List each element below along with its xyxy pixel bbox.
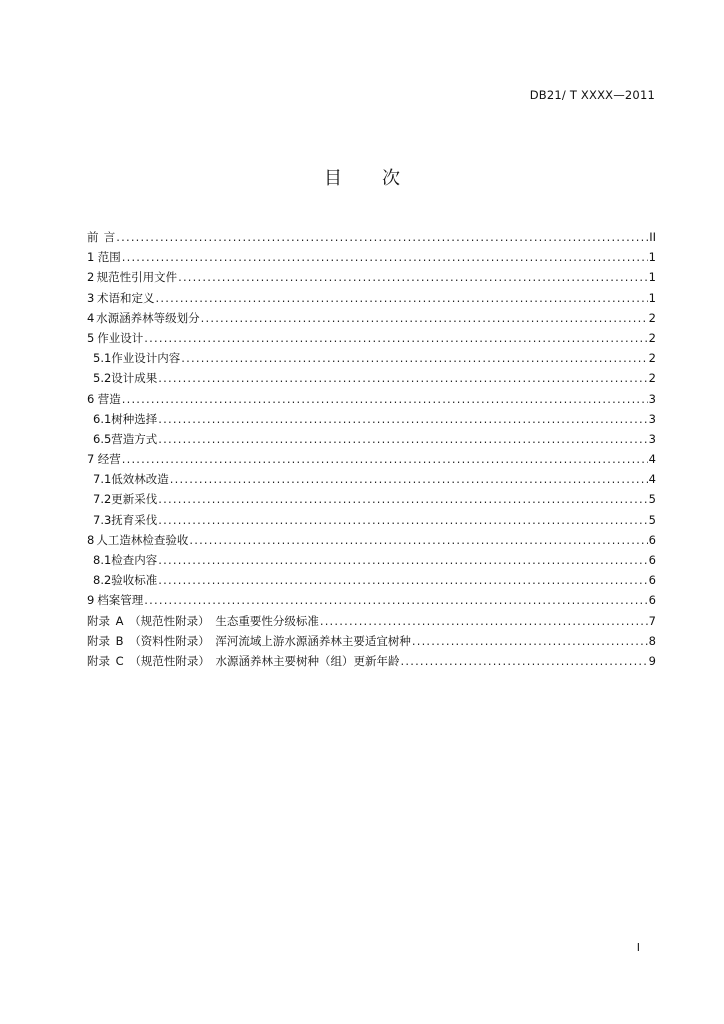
toc-entry-page: 4: [648, 472, 656, 487]
toc-entry-page: 5: [648, 492, 656, 507]
toc-entry[interactable]: [87, 290, 656, 310]
toc-leader-dots: [401, 654, 648, 668]
toc-entry-preface[interactable]: [87, 229, 656, 249]
toc-entry-label: 检查内容: [111, 553, 158, 567]
toc-entry-label: 录 B （资料性附录） 浑河流域上游水源涵养林主要适宜树种: [98, 633, 411, 648]
toc-appendix-entry[interactable]: [87, 653, 656, 673]
toc-entry-label: 作业设计: [97, 330, 144, 345]
toc-entry-number: 6.5: [93, 431, 112, 446]
toc-entry-number: 8.2: [93, 573, 112, 588]
toc-entry-page: 1: [648, 250, 656, 265]
toc-entry-label: 更新采伐: [111, 492, 158, 507]
toc-entry-page: 9: [648, 653, 656, 668]
toc-entry-label: 水源涵养林等级划分: [96, 310, 200, 325]
toc-entry-page: 3: [648, 391, 656, 406]
toc-entry-label: 术语和定义: [97, 290, 155, 305]
toc-entry[interactable]: [87, 330, 656, 350]
toc-entry-page: 3: [648, 411, 656, 426]
toc-leader-dots: [158, 432, 647, 446]
toc-entry-page: II: [649, 230, 656, 244]
toc-entry-number: 前: [87, 230, 99, 244]
toc-entry-number: 5.1: [93, 351, 112, 366]
toc-subentry[interactable]: [87, 431, 656, 451]
toc-entry-number: 4: [87, 310, 95, 325]
toc-leader-dots: [170, 472, 648, 486]
toc-leader-dots: [158, 412, 647, 426]
toc-subentry[interactable]: [87, 411, 656, 431]
toc-leader-dots: [181, 351, 647, 365]
toc-entry-number: 7.2: [93, 492, 112, 507]
toc-entry-label: 言: [103, 230, 116, 244]
toc-leader-dots: [158, 513, 647, 527]
toc-title: [0, 164, 724, 190]
toc-leader-dots: [158, 492, 647, 506]
toc-leader-dots: [116, 230, 648, 244]
toc-leader-dots: [320, 614, 648, 628]
toc-entry-number: 5: [87, 330, 95, 345]
toc-entry-number: 8: [87, 532, 95, 547]
toc-entry-label: 录 A （规范性附录） 生态重要性分级标准: [98, 613, 319, 628]
toc-entry-label: 档案管理: [97, 593, 144, 608]
toc-entry[interactable]: [87, 269, 656, 289]
toc-subentry[interactable]: [87, 370, 656, 390]
toc-entry-page: 7: [648, 613, 656, 628]
toc-entry-number: 附: [87, 613, 99, 628]
toc-entry[interactable]: [87, 592, 656, 612]
toc-leader-dots: [201, 311, 648, 325]
page-number: I: [636, 941, 640, 954]
toc-entry-number: 3: [87, 290, 95, 305]
toc-subentry[interactable]: [87, 471, 656, 491]
toc-entry-label: 经营: [97, 452, 121, 467]
toc-title-left: 目: [324, 168, 342, 189]
toc-entry-page: 6: [648, 532, 656, 547]
toc-leader-dots: [158, 371, 647, 385]
toc-subentry[interactable]: [87, 491, 656, 511]
toc-entry-label: 规范性引用文件: [96, 270, 178, 285]
toc-entry-page: 8: [648, 633, 656, 648]
toc-entry-number: 8.1: [93, 553, 112, 567]
toc-entry-number: 附: [87, 633, 99, 648]
toc-subentry[interactable]: [87, 552, 656, 572]
toc-entry[interactable]: [87, 532, 656, 552]
toc-entry-label: 低效林改造: [111, 472, 169, 487]
toc-entry-page: 4: [648, 452, 656, 467]
toc-leader-dots: [156, 291, 648, 305]
toc-entry-number: 7.3: [93, 512, 112, 527]
toc-entry-page: 1: [648, 270, 656, 285]
toc-leader-dots: [122, 452, 648, 466]
toc-entry-page: 5: [648, 512, 656, 527]
toc-subentry[interactable]: [87, 350, 656, 370]
toc-subentry[interactable]: [87, 512, 656, 532]
toc-entry-label: 验收标准: [111, 573, 158, 588]
toc-leader-dots: [158, 573, 647, 587]
toc-entry-page: 2: [648, 310, 656, 325]
toc-leader-dots: [144, 331, 647, 345]
toc-entry-label: 作业设计内容: [111, 351, 181, 366]
toc-entry-page: 6: [648, 593, 656, 608]
document-code: DB21/ T XXXX—2011: [529, 88, 655, 102]
toc-entry-label: 营造方式: [111, 431, 158, 446]
toc-entry[interactable]: [87, 310, 656, 330]
toc-entry-number: 附: [87, 653, 99, 668]
toc-entry[interactable]: [87, 391, 656, 411]
toc-entry-page: 2: [648, 371, 656, 386]
toc-entry-page: 2: [648, 330, 656, 345]
toc-entry-label: 录 C （规范性附录） 水源涵养林主要树种（组）更新年龄: [98, 653, 400, 668]
toc-entry-number: 2: [87, 270, 95, 285]
toc-entry-label: 树种选择: [111, 411, 158, 426]
toc-entry-label: 抚育采伐: [111, 512, 158, 527]
toc-leader-dots: [412, 634, 648, 648]
toc-entry-page: 2: [648, 351, 656, 366]
toc-appendix-entry[interactable]: [87, 613, 656, 633]
toc-appendix-entry[interactable]: [87, 633, 656, 653]
toc-subentry[interactable]: [87, 572, 656, 592]
toc-leader-dots: [178, 270, 648, 284]
toc-entry-number: 6.1: [93, 411, 112, 426]
toc-entry[interactable]: [87, 451, 656, 471]
toc-title-right: 次: [382, 168, 400, 189]
toc-entry-number: 7: [87, 452, 95, 467]
toc-leader-dots: [158, 553, 647, 567]
toc-entry-label: 范围: [97, 250, 121, 265]
toc-entry-number: 5.2: [93, 371, 112, 386]
toc-leader-dots: [144, 593, 647, 607]
toc-entry-page: 1: [648, 290, 656, 305]
toc-entry-label: 人工造林检查验收: [96, 532, 189, 547]
toc-entry-page: 6: [648, 553, 656, 567]
toc-entry-label: 设计成果: [111, 371, 158, 386]
toc-entry-page: 6: [648, 573, 656, 588]
toc-entry-number: 1: [87, 250, 95, 265]
toc-entry-number: 7.1: [93, 472, 112, 487]
toc-entry-label: 营造: [97, 391, 121, 406]
toc-entry-page: 3: [648, 431, 656, 446]
toc-entry-number: 9: [87, 593, 95, 608]
toc-leader-dots: [122, 250, 648, 264]
toc-entry-number: 6: [87, 391, 95, 406]
toc-entry[interactable]: [87, 249, 656, 269]
table-of-contents: [87, 229, 656, 673]
toc-leader-dots: [122, 392, 648, 406]
toc-leader-dots: [189, 533, 647, 547]
